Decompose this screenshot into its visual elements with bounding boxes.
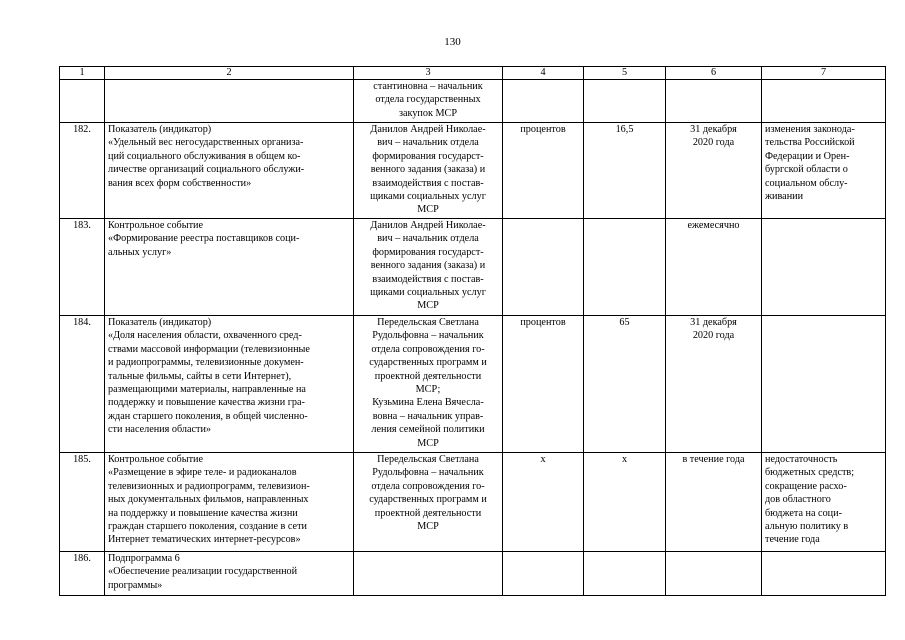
responsible-person-line: Передельская Светлана [377, 454, 479, 465]
event-name-line: на поддержку и повышение качества жизни [108, 507, 298, 519]
event-name-line: размещающими материалы, направленные на [108, 384, 306, 396]
responsible-person-line: Данилов Андрей Николае- [370, 124, 486, 135]
event-name-line: Показатель (индикатор) [108, 317, 212, 328]
deadline-cell [666, 316, 762, 453]
risk-note-cell [762, 453, 886, 552]
event-name-line: личестве организаций социального обслужи- [108, 164, 305, 176]
risk-note-line: бюджетных средств; [765, 467, 855, 479]
col-header-1: 1 [60, 67, 105, 80]
responsible-person-line: отдела государственных [375, 94, 481, 106]
event-name-cell [105, 123, 354, 219]
col-header-2: 2 [105, 67, 354, 80]
risk-note-line: дов областного [765, 494, 831, 506]
responsible-person-line: МСР; [415, 384, 441, 396]
responsible-person-line: отдела сопровождения го- [371, 480, 485, 492]
responsible-person-cell [354, 123, 503, 219]
target-value-cell: 16,5 [584, 123, 666, 219]
event-name-line: «Доля населения области, охваченного сред- [108, 330, 302, 342]
responsible-person-line: закупок МСР [398, 107, 457, 119]
responsible-person-line: взаимодействия с постав- [372, 177, 484, 189]
unit-cell: процентов [503, 123, 584, 219]
risk-note-line: социальном обслу- [765, 177, 848, 189]
event-name-line: «Обеспечение реализации государственной [108, 566, 298, 578]
event-name-cell [105, 219, 354, 316]
deadline-line: 31 декабря [690, 317, 737, 328]
event-name-line: Интернет тематических интернет-ресурсов» [108, 534, 301, 546]
responsible-person-line: сударственных программ и [369, 494, 487, 506]
responsible-person-line: взаимодействия с постав- [372, 273, 484, 285]
event-name-line: Контрольное событие [108, 220, 203, 231]
responsible-person-line: формирования государст- [372, 246, 484, 258]
risk-note-line: бургской области о [765, 164, 848, 176]
event-name-line: программы» [108, 579, 163, 591]
row-number-cell: 182. [60, 123, 105, 219]
risk-note-line: бюджета на соци- [765, 507, 842, 519]
responsible-person-cell [354, 80, 503, 123]
event-name-line: Контрольное событие [108, 454, 203, 465]
risk-note-line: альную политику в [765, 521, 849, 533]
table-row [60, 453, 886, 552]
row-number-cell: 186. [60, 552, 105, 596]
responsible-person-line: щиками социальных услуг [370, 191, 486, 203]
event-name-line: поддержку и повышение качества жизни гра- [108, 397, 305, 409]
event-name-line: ций социального обслуживания в общем ко- [108, 150, 301, 162]
responsible-person-cell [354, 453, 503, 552]
target-value-cell [584, 552, 666, 596]
risk-note-line: изменения законода- [765, 124, 855, 135]
responsible-person-line: МСР [417, 300, 439, 312]
responsible-person-line: вич – начальник отдела [377, 233, 479, 245]
unit-cell [503, 219, 584, 316]
table-row [60, 219, 886, 316]
event-name-line: ждан старшего поколения, в общей численно- [108, 410, 308, 422]
deadline-line: ежемесячно [687, 220, 740, 231]
risk-note-cell [762, 123, 886, 219]
event-name-line: Показатель (индикатор) [108, 124, 212, 135]
responsible-person-line: венного задания (заказа) и [370, 164, 486, 176]
row-number-cell: 185. [60, 453, 105, 552]
deadline-cell [666, 219, 762, 316]
unit-cell: процентов [503, 316, 584, 453]
event-name-line: «Удельный вес негосударственных организа- [108, 137, 304, 149]
event-name-line: и радиопрограммы, телевизионные докумен- [108, 357, 304, 369]
row-number-cell [60, 80, 105, 123]
responsible-person-line: Кузьмина Елена Вячесла- [372, 397, 484, 409]
risk-note-line: Федерации и Орен- [765, 150, 850, 162]
responsible-person-line: венного задания (заказа) и [370, 260, 486, 272]
risk-note-line: живании [765, 191, 804, 203]
responsible-person-line: вовна – начальник управ- [372, 410, 484, 422]
risk-note-cell [762, 80, 886, 123]
deadline-line: в течение года [682, 454, 745, 465]
risk-note-line: сокращение расхо- [765, 480, 847, 492]
responsible-person-line: вич – начальник отдела [377, 137, 479, 149]
target-value-cell [584, 80, 666, 123]
event-name-line: сти населения области» [108, 424, 212, 436]
responsible-person-line: формирования государст- [372, 150, 484, 162]
target-value-cell: 65 [584, 316, 666, 453]
table-row [60, 552, 886, 596]
deadline-line: 31 декабря [690, 124, 737, 135]
responsible-person-line: Данилов Андрей Николае- [370, 220, 486, 231]
col-header-3: 3 [354, 67, 503, 80]
risk-note-cell [762, 316, 886, 453]
responsible-person-cell [354, 219, 503, 316]
event-name-line: «Формирование реестра поставщиков соци- [108, 233, 300, 245]
risk-note-cell [762, 552, 886, 596]
col-header-6: 6 [666, 67, 762, 80]
responsible-person-line: проектной деятельности [374, 370, 482, 382]
unit-cell [503, 552, 584, 596]
table-row [60, 123, 886, 219]
target-value-cell: х [584, 453, 666, 552]
target-value-cell [584, 219, 666, 316]
page-number: 130 [444, 36, 461, 48]
event-name-line: вания всех форм собственности» [108, 177, 252, 189]
deadline-cell [666, 80, 762, 123]
table-row [60, 80, 886, 123]
risk-note-line: течение года [765, 534, 820, 546]
deadline-cell [666, 453, 762, 552]
responsible-person-line: проектной деятельности [374, 507, 482, 519]
deadline-cell [666, 552, 762, 596]
unit-cell [503, 80, 584, 123]
responsible-person-line: Передельская Светлана [377, 317, 479, 328]
responsible-person-line: щиками социальных услуг [370, 287, 486, 299]
col-header-4: 4 [503, 67, 584, 80]
deadline-cell [666, 123, 762, 219]
responsible-person-line: МСР [417, 437, 439, 449]
event-name-cell [105, 453, 354, 552]
event-name-line: граждан старшего поколения, создание в сети [108, 521, 307, 533]
unit-cell: х [503, 453, 584, 552]
risk-note-cell [762, 219, 886, 316]
risk-note-line: тельства Российской [765, 137, 855, 149]
column-number-row [60, 67, 886, 80]
responsible-person-cell [354, 316, 503, 453]
responsible-person-line: стантиновна – начальник [373, 81, 483, 92]
event-name-cell [105, 552, 354, 596]
event-name-line: тальные фильмы, сайты в сети Интернет), [108, 370, 292, 382]
event-name-cell [105, 80, 354, 123]
event-name-line: ных документальных фильмов, направленных [108, 494, 309, 506]
event-name-line: альных услуг» [108, 246, 172, 258]
risk-note-line: недостаточность [765, 454, 838, 465]
responsible-person-line: МСР [417, 204, 439, 216]
row-number-cell: 184. [60, 316, 105, 453]
event-name-line: «Размещение в эфире теле- и радиоканалов [108, 467, 297, 479]
event-name-line: телевизионных и радиопрограмм, телевизион- [108, 480, 310, 492]
responsible-person-cell [354, 552, 503, 596]
deadline-line: 2020 года [692, 137, 735, 149]
event-name-line: ствами массовой информации (телевизионные [108, 343, 310, 355]
responsible-person-line: ления семейной политики [371, 424, 485, 436]
table-row [60, 316, 886, 453]
event-name-line: Подпрограмма 6 [108, 553, 180, 564]
responsible-person-line: МСР [417, 521, 439, 533]
col-header-7: 7 [762, 67, 886, 80]
responsible-person-line: отдела сопровождения го- [371, 343, 485, 355]
responsible-person-line: сударственных программ и [369, 357, 487, 369]
event-name-cell [105, 316, 354, 453]
row-number-cell: 183. [60, 219, 105, 316]
program-table [59, 66, 886, 596]
responsible-person-line: Рудольфовна – начальник [372, 467, 484, 479]
responsible-person-line: Рудольфовна – начальник [372, 330, 484, 342]
col-header-5: 5 [584, 67, 666, 80]
deadline-line: 2020 года [692, 330, 735, 342]
